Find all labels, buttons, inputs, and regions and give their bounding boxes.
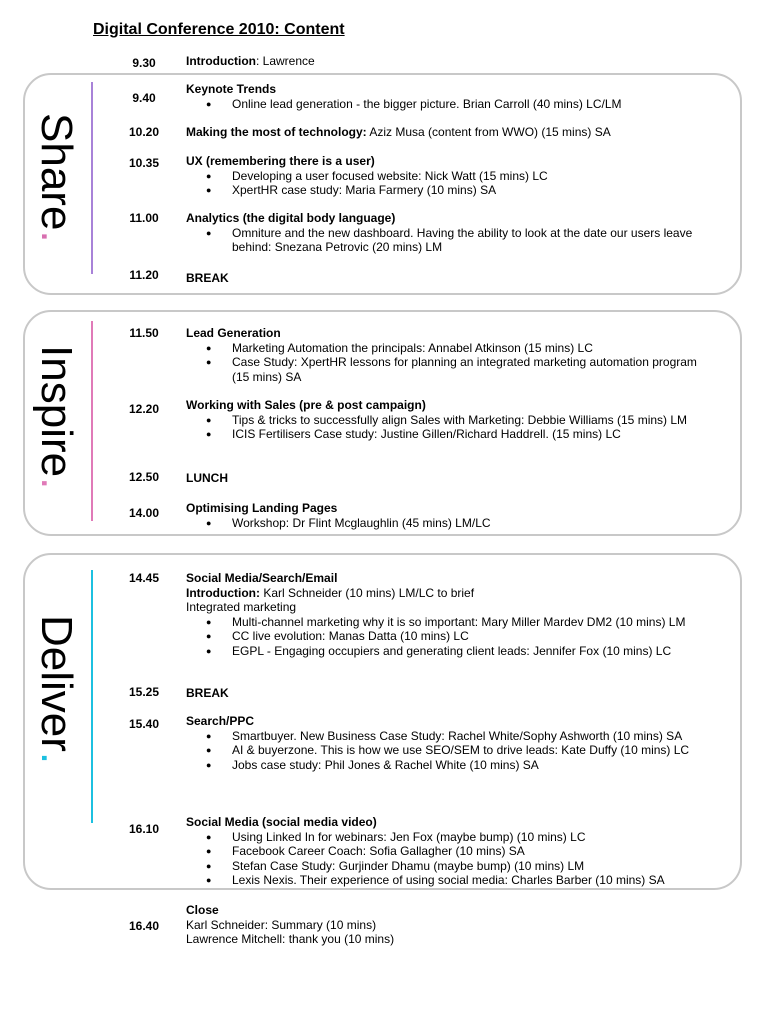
agenda-time: 12.20 — [128, 402, 160, 416]
agenda-line: Lawrence Mitchell: thank you (10 mins) — [186, 932, 395, 946]
agenda-heading: LUNCH — [186, 471, 228, 485]
agenda-bullet: ● CC live evolution: Manas Datta (10 mins) LC — [186, 629, 711, 644]
section-label-inspire — [26, 330, 86, 505]
section-label-deliver — [26, 600, 86, 780]
accent-line-deliver — [91, 570, 93, 823]
agenda-time: 10.20 — [128, 125, 160, 139]
agenda-bullet: ● Marketing Automation the principals: Annabel Atkinson (15 mins) LC — [186, 341, 711, 356]
agenda-line: Karl Schneider: Summary (10 mins) — [186, 917, 377, 932]
agenda-time: 11.00 — [129, 211, 159, 225]
agenda-heading: Lead Generation — [186, 326, 281, 340]
agenda-bullet: ● Online lead generation - the bigger picture. Brian Carroll (40 mins) LC/LM — [186, 97, 711, 112]
agenda-bullet: ● Omniture and the new dashboard. Having the ability to look at the date our users leave behind: Snezana Petrovic (20 mins) LM — [186, 226, 711, 255]
agenda-heading: Working with Sales (pre & post campaign) — [186, 398, 426, 412]
agenda-heading: Introduction — [186, 54, 256, 68]
agenda-bullet: ● Case Study: XpertHR lessons for planning an integrated marketing automation program (15 mins) SA — [186, 355, 711, 384]
agenda-heading: Optimising Landing Pages — [186, 501, 338, 515]
section-dot-deliver: . — [32, 752, 81, 765]
agenda-plain-text: Integrated marketing — [186, 600, 297, 614]
agenda-heading: Social Media (social media video) — [186, 815, 377, 829]
agenda-time: 9.30 — [132, 56, 156, 70]
agenda-time: 12.50 — [128, 470, 160, 484]
agenda-bullet: ● Facebook Career Coach: Sofia Gallagher (10 mins) SA — [186, 844, 711, 859]
agenda-sub-suffix: Karl Schneider (10 mins) LM/LC to brief — [259, 585, 475, 600]
agenda-bullet: ● Tips & tricks to successfully align Sales with Marketing: Debbie Williams (15 mins) LM — [186, 413, 711, 428]
agenda-time: 14.00 — [128, 506, 160, 520]
agenda-bullet: ● XpertHR case study: Maria Farmery (10 mins) SA — [186, 183, 711, 198]
agenda-heading: Making the most of technology: — [186, 125, 367, 139]
section-label-share — [26, 90, 86, 265]
agenda-bullet: ● Jobs case study: Phil Jones & Rachel White (10 mins) SA — [186, 758, 711, 773]
section-word-share: Share — [32, 112, 81, 231]
agenda-bullet: ● Lexis Nexis. Their experience of using social media: Charles Barber (10 mins) SA — [186, 873, 711, 888]
agenda-time: 15.25 — [128, 685, 160, 699]
section-word-inspire: Inspire — [32, 345, 81, 478]
agenda-heading: Keynote Trends — [186, 82, 277, 96]
section-dot-inspire: . — [32, 477, 81, 490]
agenda-sub-heading: Introduction: — [186, 585, 260, 600]
accent-line-share — [91, 82, 93, 274]
agenda-time: 14.45 — [128, 571, 160, 585]
agenda-time: 9.40 — [132, 91, 156, 105]
agenda-bullet: ● AI & buyerzone. This is how we use SEO/SEM to drive leads: Kate Duffy (10 mins) LC — [186, 743, 711, 758]
agenda-bullet: ● Workshop: Dr Flint Mcglaughlin (45 mins) LM/LC — [186, 516, 711, 531]
agenda-heading: UX (remembering there is a user) — [186, 154, 375, 168]
agenda-heading: Search/PPC — [186, 714, 255, 728]
agenda-heading: BREAK — [186, 271, 229, 285]
agenda-bullet: ● Stefan Case Study: Gurjinder Dhamu (maybe bump) (10 mins) LM — [186, 859, 711, 874]
document-title: Digital Conference 2010: Content — [93, 21, 345, 38]
agenda-time: 16.10 — [128, 822, 160, 836]
agenda-bullet: ● EGPL - Engaging occupiers and generating client leads: Jennifer Fox (10 mins) LC — [186, 644, 711, 659]
agenda-heading: Close — [186, 903, 219, 917]
section-word-deliver: Deliver — [32, 615, 81, 753]
agenda-bullet: ● ICIS Fertilisers Case study: Justine Gillen/Richard Haddrell. (15 mins) LC — [186, 427, 711, 442]
agenda-bullet: ● Developing a user focused website: Nick Watt (15 mins) LC — [186, 169, 711, 184]
agenda-heading: Analytics (the digital body language) — [186, 211, 396, 225]
agenda-time: 10.35 — [128, 156, 160, 170]
accent-line-inspire — [91, 321, 93, 521]
agenda-time: 16.40 — [128, 919, 160, 933]
agenda-heading: BREAK — [186, 686, 229, 700]
agenda-bullet: ● Multi-channel marketing why it is so important: Mary Miller Mardev DM2 (10 mins) LM — [186, 615, 711, 630]
agenda-time: 11.20 — [129, 268, 159, 282]
agenda-heading-suffix: : Lawrence — [255, 54, 315, 68]
section-dot-share: . — [32, 230, 81, 243]
agenda-heading: Social Media/Search/Email — [186, 571, 338, 585]
agenda-bullet: ● Smartbuyer. New Business Case Study: Rachel White/Sophy Ashworth (10 mins) SA — [186, 729, 711, 744]
agenda-bullet: ● Using Linked In for webinars: Jen Fox (maybe bump) (10 mins) LC — [186, 830, 711, 845]
agenda-time: 11.50 — [129, 326, 159, 340]
agenda-heading-suffix: Aziz Musa (content from WWO) (15 mins) SA — [366, 125, 611, 139]
agenda-time: 15.40 — [128, 717, 160, 731]
